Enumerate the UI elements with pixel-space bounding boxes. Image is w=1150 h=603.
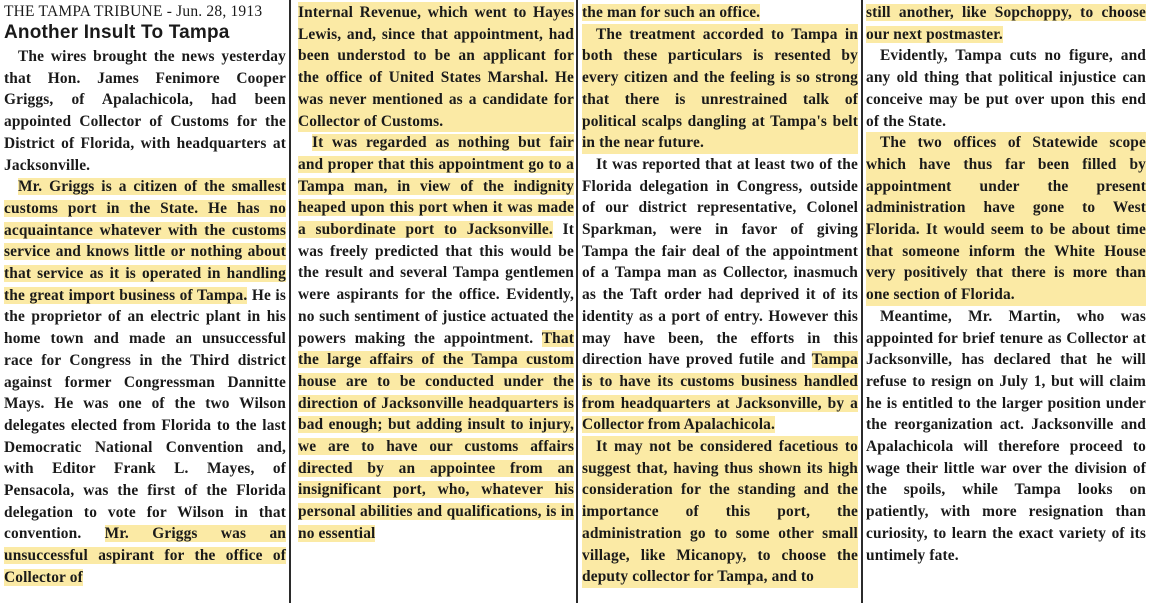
paragraph <box>582 2 858 24</box>
highlighted-text: It was regarded as nothing but fair and proper that this appointment go to a Tampa man, in view of the indignity heaped upon this port when it was made a subordinate port to Jacksonville. <box>298 134 574 239</box>
article-column-3 <box>582 0 858 603</box>
paragraph <box>866 132 1146 306</box>
article-column-1 <box>4 0 286 603</box>
highlighted-text: That the large affairs of the Tampa custom house are to be conducted under the direction of Jacksonville headquarters is bad enough; but adding insult to injury, we are to have our customs affairs directed by an appointee from an insignificant port, who, whatever his personal abilities and qualifications, is in no essential <box>298 329 574 542</box>
column-rule <box>289 0 291 603</box>
highlighted-text: The two offices of Statewide scope which have thus far been filled by appointment under the present administration have gone to West Florida. It would seem to be about time that someone inform the White House very positively that there is more than one section of Florida. <box>866 134 1146 304</box>
paragraph-text: Evidently, Tampa cuts no figure, and any old thing that political injustice can conceive may be put over upon this end of the State. <box>866 47 1146 130</box>
masthead: THE TAMPA TRIBUNE - Jun. 28, 1913 <box>4 3 263 20</box>
paragraph-text: He is the proprietor of an electric plant in his home town and made an unsuccessful race for Congress in the Third district against former Congressman Dannitte Mays. He was one of the two Wilson delegates elected from Florida to the last Democratic National Convention and, with Editor Frank L. Mayes, of Pensacola, was the first of the Florida delegation to vote for Wilson in that convention. <box>4 286 286 543</box>
highlighted-text: Mr. Griggs was an unsuccessful aspirant for the office of Collector of <box>4 525 287 586</box>
paragraph <box>298 2 574 132</box>
paragraph <box>866 306 1146 566</box>
paragraph <box>4 176 286 588</box>
article-column-2 <box>298 0 574 603</box>
highlighted-text: Internal Revenue, which went to Hayes Lewis, and, since that appointment, had been understod to be an applicant for the office of United States Marshal. He was never mentioned as a candidate for Collector of Customs. <box>298 4 574 130</box>
column-rule <box>576 0 578 603</box>
headline: Another Insult To Tampa <box>4 22 230 43</box>
highlighted-text: still another, like Sopchoppy, to choose our next postmaster. <box>866 4 1146 43</box>
highlighted-text: It may not be considered facetious to suggest that, having thus shown its high consideration for the standing and the importance of this port, the administration go to some other small village, like Micanopy, to choose the deputy collector for Tampa, and to <box>582 438 858 586</box>
paragraph <box>4 46 286 176</box>
column-rule <box>861 0 863 603</box>
paragraph <box>866 45 1146 132</box>
highlighted-text: Mr. Griggs is a citizen of the smallest customs port in the State. He has no acquaintance whatever with the customs service and knows little or nothing about that service as it is operated in handling the great import business of Tampa. <box>4 178 286 304</box>
highlighted-text: Tampa is to have its customs business handled from headquarters at Jacksonville, by a Collector from Apalachicola. <box>582 351 858 434</box>
paragraph-text: Meantime, Mr. Martin, who was appointed for brief tenure as Collector at Jacksonville, has declared that he will refuse to resign on July 1, but will claim he is entitled to the larger position under the reorganization act. Jacksonville and Apalachicola will therefore proceed to wage their little war over the division of the spoils, while Tampa looks on patiently, with more resignation than curiosity, to learn the exact variety of its untimely fate. <box>866 307 1146 564</box>
paragraph <box>582 154 858 436</box>
paragraph <box>582 436 858 588</box>
paragraph-text: It was reported that at least two of the Florida delegation in Congress, outside of our district representative, Colonel Sparkman, were in favor of giving Tampa the fair deal of the appointment of a Tampa man as Collector, inasmuch as the Taft order had deprived it of its identity as a port of entry. However this may have been, the efforts in this direction have proved futile and <box>582 155 858 369</box>
article-column-4 <box>866 0 1146 603</box>
paragraph <box>298 132 574 544</box>
paragraph <box>866 2 1146 45</box>
highlighted-text: the man for such an office. <box>582 4 761 21</box>
paragraph <box>582 24 858 154</box>
paragraph-text: It was freely predicted that this would be the result and several Tampa gentlemen were aspirants for the office. Evidently, no such sentiment of justice actuated the powers making the appointment. <box>298 221 574 347</box>
highlighted-text: The treatment accorded to Tampa in both these particulars is resented by every citizen and the feeling is so strong that there is unrestrained talk of political scalps dangling at Tampa's belt in the near future. <box>582 25 858 152</box>
paragraph-text: The wires brought the news yesterday that Hon. James Fenimore Cooper Griggs, of Apalachicola, had been appointed Collector of Customs for the District of Florida, with headquarters at Jacksonville. <box>4 48 286 174</box>
